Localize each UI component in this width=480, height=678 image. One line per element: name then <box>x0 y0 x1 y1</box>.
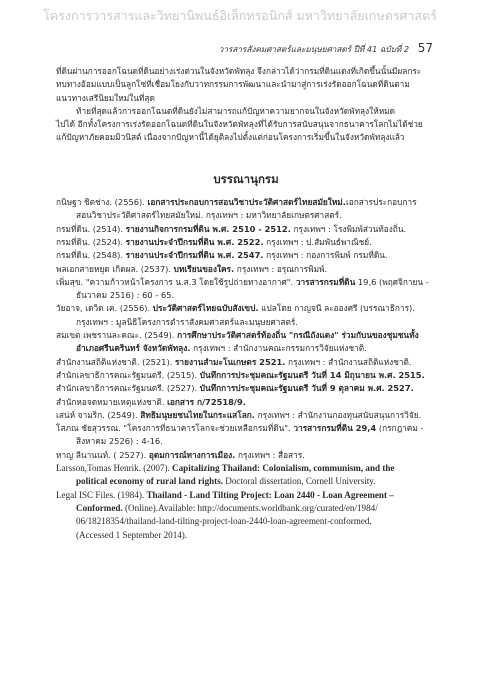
reference-entry <box>56 409 436 422</box>
body-line: แก้ปัญหาภัยคอมมิวนิสต์ เนื่องจากปัญหานี้ได้ยุติลงไปตั้งแต่ก่อนโครงการเริ่มขึ้นในจังหวัดพัทลุงแล้ว <box>56 132 405 143</box>
reference-line <box>56 356 436 369</box>
reference-line <box>56 223 436 236</box>
reference-line <box>56 396 436 409</box>
reference-text: กรุงเทพฯ : โรงพิมพ์ส่วนท้องถิ่น. <box>290 223 407 234</box>
body-line: ที่ดินผ่านการออกโฉนดที่ดินอย่างเร่งด่วนในจังหวัดพัทลุง จึงกล่าวได้ว่ากรมที่ดินแดงที่เกิดขึ้นนั้นมีผลกระ <box>56 66 422 76</box>
reference-entry <box>56 369 436 382</box>
body-line: ไปได้ อีกทั้งโครงการเร่งรัดออกโฉนดที่ดินในจังหวัดพัทลุงที่ได้รับการสนับสนุนจากธนาคารโลกไม่ได้ช่วย <box>56 119 423 130</box>
reference-line <box>56 302 436 315</box>
reference-entry <box>56 396 436 409</box>
reference-title-text: วารสารกรมที่ดิน <box>295 276 356 287</box>
reference-line <box>56 196 436 209</box>
reference-line <box>56 489 436 502</box>
reference-text: กรุงเทพฯ : มูลนิธิโครงการตำราสังคมศาสตร์และมนุษยศาสตร์. <box>76 316 298 327</box>
reference-line <box>56 529 436 542</box>
reference-line <box>56 289 436 302</box>
reference-line <box>56 236 436 249</box>
reference-line <box>56 422 436 435</box>
reference-entry <box>56 462 436 489</box>
reference-line <box>56 276 436 289</box>
reference-list <box>56 196 436 542</box>
reference-line <box>56 435 436 448</box>
reference-text: กรุงเทพฯ : กองการพิมพ์ กรมที่ดิน. <box>263 250 388 261</box>
reference-entry <box>56 249 436 262</box>
reference-title-text: บันทึกการประชุมคณะรัฐมนตรี วันที่ 14 มิถุนายน พ.ศ. 2515. <box>199 369 425 380</box>
reference-line <box>56 502 436 515</box>
intro-paragraphs <box>56 65 436 145</box>
reference-line <box>56 329 436 342</box>
reference-text: สำนักเลขาธิการคณะรัฐมนตรี. (2515). <box>56 369 200 380</box>
reference-text: Doctoral dissertation, Cornell University. <box>223 476 376 487</box>
reference-title-text: สิทธิมนุษยชนไทยในกระแสโลก. <box>140 409 255 420</box>
reference-text: เพิ่มสุข. "ความก้าวหน้าโครงการ น.ส.3 โดยใช้รูปถ่ายทางอากาศ". <box>56 276 296 287</box>
reference-line <box>56 515 436 528</box>
reference-text: เสน่ห์ จามริก. (2549). <box>56 409 141 420</box>
reference-text: (กรกฎาคม - <box>376 423 424 434</box>
body-line: ท้ายที่สุดแล้วการออกโฉนดที่ดินยังไม่สามารถแก้ปัญหาความยากจนในจังหวัดพัทลุงให้หมด <box>76 105 396 116</box>
running-header <box>219 41 433 56</box>
reference-text: สมเขต เพชรานละคณะ. (2549). <box>56 330 178 341</box>
reference-text: กรมที่ดิน. (2524). <box>56 236 126 247</box>
reference-title-text: การศึกษาประวัติศาสตร์ท้องถิ่น "กรณีถังแดง" ร่วมกับนของชุมชนทั้ง <box>177 330 419 341</box>
reference-entry <box>56 236 436 249</box>
reference-entry <box>56 356 436 369</box>
reference-title-text: Conformed. <box>76 502 123 513</box>
reference-title-text: อำเภอศรีนครินทร์ จังหวัดพัทลุง. <box>76 343 191 354</box>
watermark: โครงการวารสารและวิทยานิพนธ์อิเล็กทรอนิกส์ มหาวิทยาลัยเกษตรศาสตร์ <box>43 8 437 23</box>
reference-line <box>56 263 436 276</box>
reference-line <box>56 409 436 422</box>
page-number: 57 <box>417 41 433 55</box>
reference-entry <box>56 263 436 276</box>
reference-line <box>56 382 436 395</box>
reference-text: กรุงเทพฯ : อรุณการพิมพ์. <box>234 263 328 274</box>
reference-line <box>56 316 436 329</box>
reference-title-text: บทเรียนของใคร. <box>173 263 235 274</box>
reference-text: Legal ISC Files. (1984). <box>56 489 147 500</box>
reference-line <box>56 462 436 475</box>
reference-text: กรุงเทพฯ : สื่อสาร. <box>235 449 305 460</box>
bibliography-heading: บรรณานุกรม <box>213 171 279 186</box>
reference-title-text: เอกสาร ก/72518/9. <box>167 396 246 407</box>
reference-text: Larsson,Tomas Henrik. (2007). <box>56 463 173 474</box>
reference-entry <box>56 223 436 236</box>
reference-entry <box>56 382 436 395</box>
reference-text: สำนักเลขาธิการคณะรัฐมนตรี. (2527). <box>56 383 200 394</box>
reference-line <box>56 475 436 488</box>
reference-entry <box>56 329 436 356</box>
reference-line <box>56 249 436 262</box>
reference-title-text: ประวัติศาสตร์ไทยฉบับสังเขป. <box>152 303 259 314</box>
reference-title-text: รายงานสำมะโนเกษตร 2521. <box>174 356 286 367</box>
reference-text: แปลโดย กาญจนี ละอองศรี (บรรณาธิการ). <box>258 303 415 314</box>
reference-title-text: วารสารกรมที่ดิน 29,4 <box>293 423 377 434</box>
reference-line <box>56 369 436 382</box>
reference-text: กรมที่ดิน. (2514). <box>56 223 126 234</box>
reference-title-text: Thailand - Land Tilting Project: Loan 2440 - Loan Agreement – <box>146 489 394 500</box>
reference-text: กรุงเทพฯ : สำนักงานคณะกรรมการวิจัยแห่งชาติ. <box>190 343 367 354</box>
body-line: ทบทางอ้อมแบบเป็นลูกโซ่ที่เชื่อมโยงกับวาทกรรมการพัฒนาและนำมาสู่การเร่งรัดออกโฉนดที่ดินตาม <box>56 79 410 90</box>
body-line: แนวทางเสรีนิยมใหม่ในที่สุด <box>56 92 155 103</box>
journal-title: วารสารสังคมศาสตร์และมนุษยศาสตร์ ปีที่ 41 ฉบับที่ 2 <box>218 44 410 54</box>
reference-title-text: อุดมการณ์ทางการเมือง. <box>148 449 236 460</box>
reference-line <box>56 209 436 222</box>
reference-text: โสภณ ชัยสุวรรณ. "โครงการที่ธนาคารโลกจะช่วยเหลือกรมที่ดิน". <box>56 423 294 434</box>
reference-text: สำนักงานสถิติแห่งชาติ. (2521). <box>56 356 175 367</box>
reference-entry <box>56 196 436 223</box>
reference-entry <box>56 422 436 449</box>
reference-text: กรมที่ดิน. (2548). <box>56 250 126 261</box>
page-body <box>56 65 436 542</box>
reference-entry <box>56 489 436 542</box>
reference-text: หาญ ลีนานนท์. ( 2527). <box>56 449 149 460</box>
reference-text: (Online).Available: http://documents.worldbank.org/curated/en/1984/ <box>122 502 378 513</box>
reference-title-text: บันทึกการประชุมคณะรัฐมนตรี วันที่ 9 ตุลาคม พ.ศ. 2527. <box>199 383 414 394</box>
reference-entry <box>56 276 436 303</box>
reference-text: 06/18218354/thailand-land-tilting-project-loan-2440-loan-agreement-conformed. <box>76 516 372 527</box>
reference-text: 19,6 (พฤศจิกายน - <box>355 276 429 287</box>
reference-text: พลเอกสายหยุด เกิดผล. (2537). <box>56 263 174 274</box>
reference-title-text: Capitalizing Thailand: Colonialism, communism, and the <box>172 463 395 474</box>
reference-text: ธันวาคม 2516) : 60 - 65. <box>76 290 175 301</box>
reference-line <box>56 342 436 355</box>
reference-text: กรุงเทพฯ : ป.สัมพันธ์พาณิชย์. <box>263 236 372 247</box>
reference-entry <box>56 302 436 329</box>
reference-text: วัยอาจ, เดวิด เค. (2556). <box>56 303 153 314</box>
reference-text: สิงหาคม 2526) : 4-16. <box>76 436 163 447</box>
reference-text: สอนวิชาประวัติศาสตร์ไทยสมัยใหม่. กรุงเทพฯ : มหาวิทยาลัยเกษตรศาสตร์. <box>76 210 342 221</box>
reference-text: เอกสารประกอบการ <box>345 197 417 208</box>
reference-line <box>56 449 436 462</box>
reference-text: กรุงเทพฯ : สำนักงานสถิติแห่งชาติ. <box>285 356 412 367</box>
reference-title-text: รายงานประจำปีกรมที่ดิน พ.ศ. 2522. <box>125 236 264 247</box>
reference-text: สำนักหอจดหมายเหตุแห่งชาติ. <box>56 396 168 407</box>
reference-text: (Accessed 1 September 2014). <box>76 529 188 540</box>
reference-title-text: รายงานประจำปีกรมที่ดิน พ.ศ. 2547. <box>125 250 264 261</box>
reference-title-text: รายงานกิจการกรมที่ดิน พ.ศ. 2510 - 2512. <box>125 223 291 234</box>
reference-text: กรุงเทพฯ : สำนักงานกองทุนสนับสนุนการวิจัย. <box>254 409 422 420</box>
reference-title-text: เอกสารประกอบการสอนวิชาประวัติศาสตร์ไทยสมัยใหม่. <box>147 197 346 208</box>
reference-text: กนิษฐา ชิตช่าง. (2556). <box>56 197 148 208</box>
reference-title-text: political economy of rural land rights. <box>76 476 224 487</box>
reference-entry <box>56 449 436 462</box>
